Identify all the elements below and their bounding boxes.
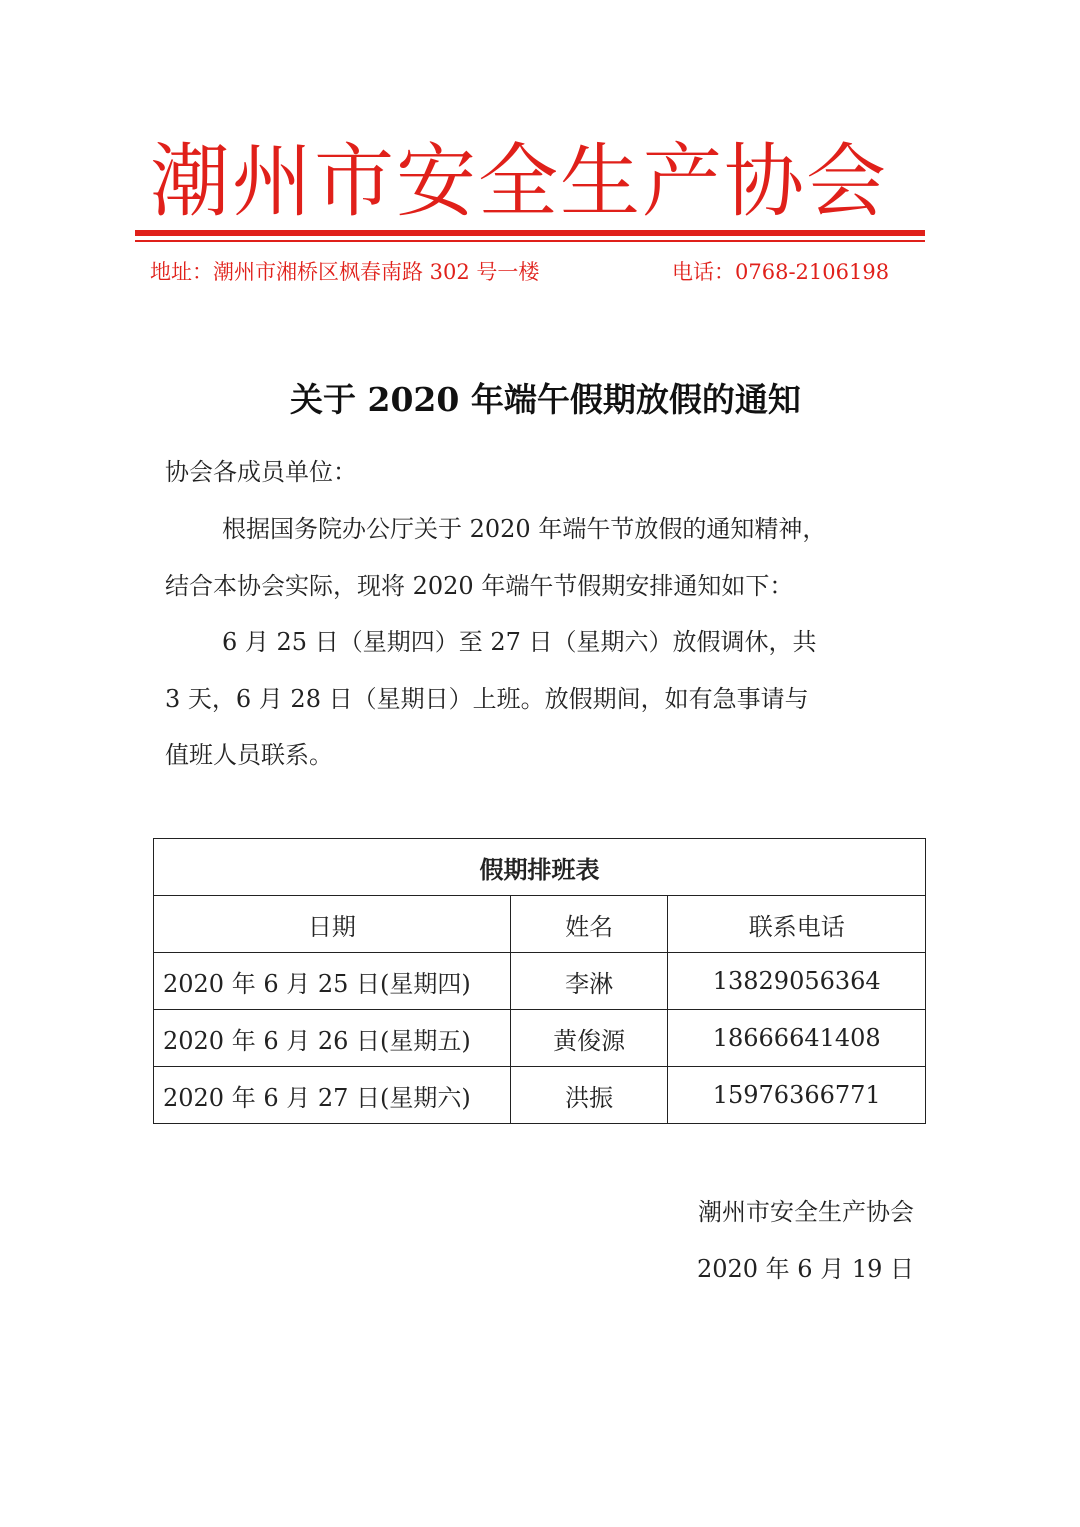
schedule-caption-row — [154, 839, 926, 896]
table-row — [154, 1067, 926, 1124]
header-phone: 联系电话 — [668, 896, 926, 953]
row-phone: 18666641408 — [668, 1010, 926, 1067]
notice-line-5: 值班人员联系。 — [165, 741, 333, 769]
row-date: 2020 年 6 月 25 日(星期四) — [154, 953, 511, 1010]
notice-title: 关于 2020 年端午假期放假的通知 — [290, 380, 801, 419]
schedule-caption: 假期排班表 — [154, 839, 926, 896]
signature-org: 潮州市安全生产协会 — [698, 1198, 914, 1226]
notice-salutation: 协会各成员单位： — [165, 458, 357, 486]
row-date: 2020 年 6 月 26 日(星期五) — [154, 1010, 511, 1067]
table-row — [154, 1010, 926, 1067]
schedule-header-row — [154, 896, 926, 953]
notice-line-3: 6 月 25 日（星期四）至 27 日（星期六）放假调休，共 — [222, 628, 817, 656]
notice-line-1: 根据国务院办公厅关于 2020 年端午节放假的通知精神， — [222, 515, 827, 543]
letterhead-rule-thin — [135, 240, 925, 242]
row-name: 洪振 — [510, 1067, 668, 1124]
table-row — [154, 953, 926, 1010]
row-phone: 13829056364 — [668, 953, 926, 1010]
signature-date: 2020 年 6 月 19 日 — [696, 1255, 914, 1283]
row-name: 黄俊源 — [510, 1010, 668, 1067]
notice-line-2: 结合本协会实际，现将 2020 年端午节假期安排通知如下： — [165, 572, 794, 600]
row-name: 李淋 — [510, 953, 668, 1010]
letterhead-org-name: 潮州市安全生产协会 — [150, 135, 888, 228]
holiday-schedule-table — [153, 838, 926, 1124]
letterhead-address: 地址：潮州市湘桥区枫春南路 302 号一楼 — [150, 260, 540, 284]
header-name: 姓名 — [510, 896, 668, 953]
row-date: 2020 年 6 月 27 日(星期六) — [154, 1067, 511, 1124]
notice-line-4: 3 天，6 月 28 日（星期日）上班。放假期间，如有急事请与 — [165, 685, 809, 713]
letterhead-rule-thick — [135, 230, 925, 236]
letterhead-phone: 电话：0768-2106198 — [672, 260, 890, 284]
header-date: 日期 — [154, 896, 511, 953]
row-phone: 15976366771 — [668, 1067, 926, 1124]
